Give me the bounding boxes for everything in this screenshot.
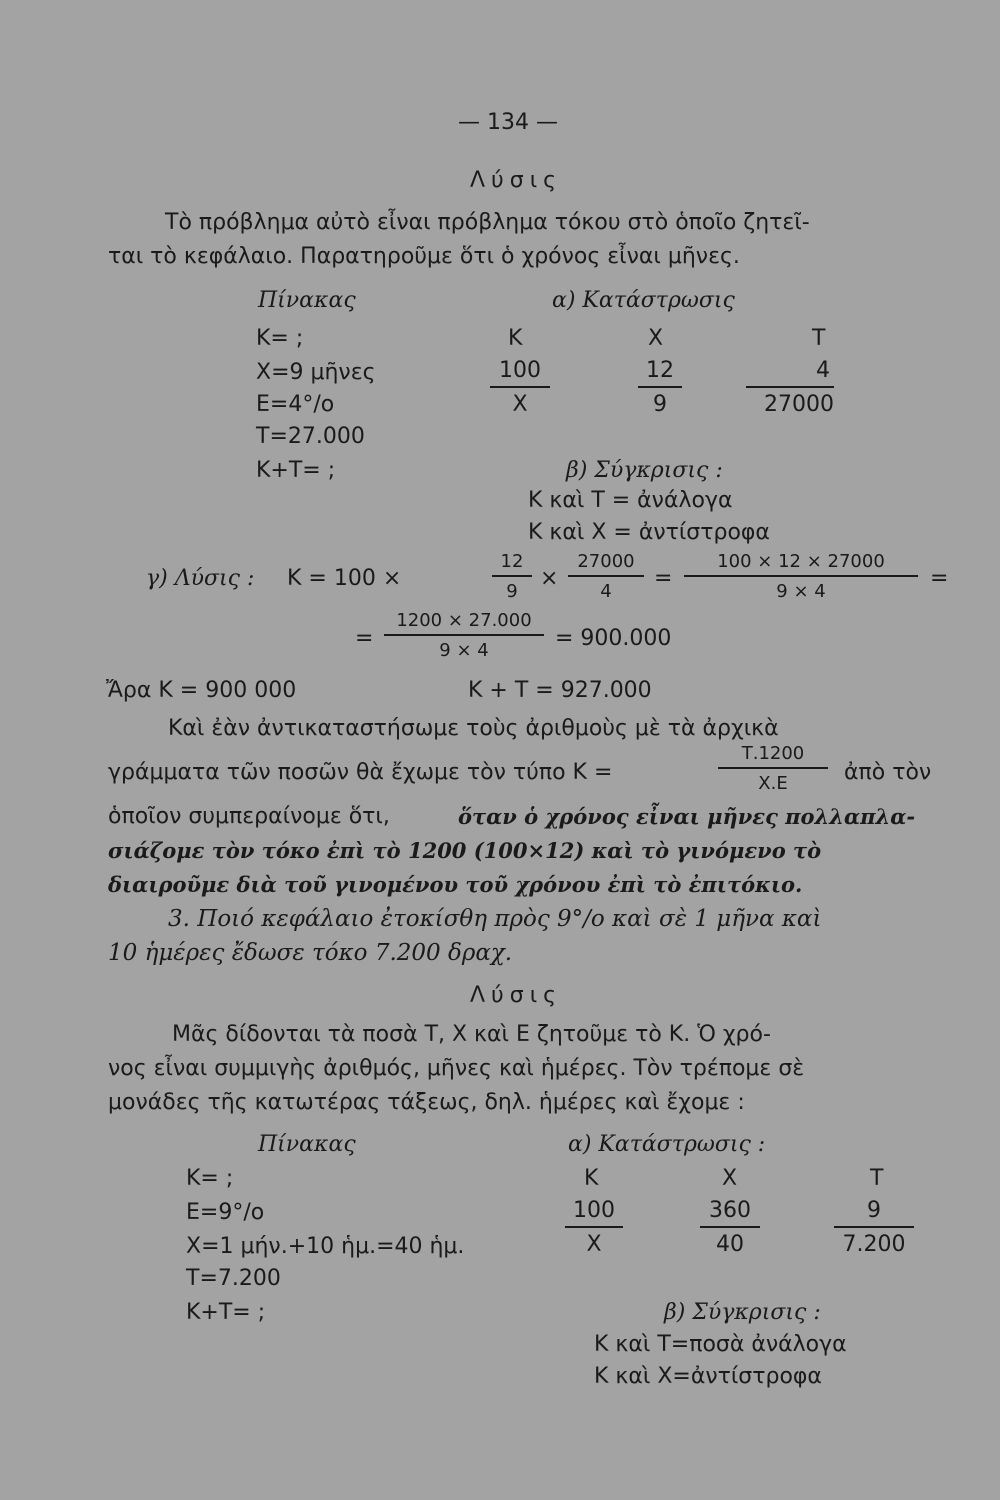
- column-header: Χ: [648, 326, 664, 351]
- problem-line: 10 ἡμέρες ἔδωσε τόκο 7.200 δραχ.: [108, 940, 513, 966]
- table-row: Τ=27.000: [256, 424, 365, 449]
- table-row: Κ= ;: [256, 326, 304, 351]
- comparison-line: Κ καὶ Τ=ποσὰ ἀνάλογα: [594, 1332, 847, 1357]
- equals-sign: =: [930, 566, 949, 591]
- table-title: Πίνακας: [258, 1132, 356, 1157]
- denominator: 4: [600, 581, 612, 602]
- table-row: Χ=1 μήν.+10 ἡμ.=40 ἡμ.: [186, 1234, 465, 1259]
- lysis-label: γ) Λύσις :: [146, 566, 255, 591]
- numerator: 1200 × 27.000: [384, 612, 544, 636]
- denominator: 9 × 4: [439, 640, 489, 661]
- denominator: 27000: [764, 392, 834, 417]
- equals-sign: =: [654, 566, 673, 591]
- denominator: Χ: [586, 1232, 602, 1257]
- comparison-line: Κ καὶ Χ=ἀντίστροφα: [594, 1364, 822, 1389]
- numerator: 4: [746, 360, 834, 388]
- paragraph-line: ται τὸ κεφάλαιο. Παρατηροῦμε ὅτι ὁ χρόνος εἶναι μῆνες.: [108, 244, 740, 269]
- table-row: Ε=4°/ο: [256, 392, 335, 417]
- katastrosis-title: α) Κατάστρωσις :: [568, 1132, 766, 1157]
- times-sign: ×: [540, 566, 559, 591]
- numerator: 12: [638, 360, 682, 388]
- fraction: [834, 1200, 914, 1256]
- sygkrisis-title: β) Σύγκρισις :: [566, 458, 723, 483]
- sygkrisis-title: β) Σύγκρισις :: [664, 1300, 821, 1325]
- fraction: [492, 553, 532, 601]
- numerator: 100 × 12 × 27000: [684, 553, 918, 577]
- denominator: 40: [716, 1232, 744, 1257]
- denominator: 9: [506, 581, 518, 602]
- column-header: Χ: [722, 1166, 738, 1191]
- comparison-line: Κ καὶ Χ = ἀντίστροφα: [528, 520, 770, 545]
- katastrosis-title: α) Κατάστρωσις: [552, 288, 735, 313]
- table-title: Πίνακας: [258, 288, 356, 313]
- fraction: [490, 360, 550, 416]
- solution-heading: Λύσις: [470, 168, 563, 193]
- fraction: [568, 553, 644, 601]
- numerator: Τ.1200: [718, 745, 828, 769]
- denominator: 9: [653, 392, 667, 417]
- table-row: Ε=9°/ο: [186, 1200, 265, 1225]
- numerator: 9: [834, 1200, 914, 1228]
- column-header: Κ: [584, 1166, 599, 1191]
- denominator: 9 × 4: [776, 581, 826, 602]
- table-row: Κ+Τ= ;: [256, 458, 336, 483]
- fraction: [684, 553, 918, 601]
- fraction: [700, 1200, 760, 1256]
- column-header: Τ: [870, 1166, 884, 1191]
- fraction: [384, 612, 544, 660]
- paragraph-line: ὁποῖον συμπεραίνομε ὅτι,: [108, 804, 390, 829]
- problem-line: 3. Ποιό κεφάλαιο ἐτοκίσθη πρὸς 9°/ο καὶ σὲ 1 μῆνα καὶ: [168, 906, 822, 932]
- table-row: Κ= ;: [186, 1166, 234, 1191]
- paragraph-line: Μᾶς δίδονται τὰ ποσὰ Τ, Χ καὶ Ε ζητοῦμε τὸ Κ. Ὁ χρό-: [172, 1022, 771, 1047]
- numerator: 27000: [568, 553, 644, 577]
- numerator: 12: [492, 553, 532, 577]
- equals-sign: =: [355, 626, 374, 651]
- paragraph-line: μονάδες τῆς κατωτέρας τάξεως, δηλ. ἡμέρες καὶ ἔχομε :: [108, 1090, 745, 1115]
- paragraph-line: γράμματα τῶν ποσῶν θὰ ἔχωμε τὸν τύπο Κ =: [108, 760, 613, 785]
- fraction: [638, 360, 682, 416]
- denominator: Χ.Ε: [758, 773, 788, 794]
- column-header: Τ: [812, 326, 826, 351]
- numerator: 100: [565, 1200, 623, 1228]
- numerator: 360: [700, 1200, 760, 1228]
- fraction: [746, 360, 834, 416]
- column-header: Κ: [508, 326, 523, 351]
- denominator: 7.200: [842, 1232, 906, 1257]
- table-row: Κ+Τ= ;: [186, 1300, 266, 1325]
- paragraph-line: Καὶ ἐὰν ἀντικαταστήσωμε τοὺς ἀριθμοὺς μὲ τὰ ἀρχικὰ: [168, 716, 779, 741]
- emphasis-line: σιάζομε τὸν τόκο ἐπὶ τὸ 1200 (100×12) καὶ τὸ γινόμενο τὸ: [108, 838, 822, 863]
- fraction: [565, 1200, 623, 1256]
- emphasis-line: ὅταν ὁ χρόνος εἶναι μῆνες πολλαπλα-: [458, 804, 916, 829]
- formula-term: Κ = 100 ×: [287, 566, 402, 591]
- emphasis-line: διαιροῦμε διὰ τοῦ γινομένου τοῦ χρόνου ἐπὶ τὸ ἐπιτόκιο.: [108, 872, 803, 897]
- result-kt: Κ + Τ = 927.000: [468, 678, 652, 703]
- page-number: — 134 —: [458, 110, 558, 135]
- fraction: [718, 745, 828, 793]
- table-row: Χ=9 μῆνες: [256, 360, 376, 385]
- paragraph-line: ἀπὸ τὸν: [844, 760, 932, 785]
- formula-result: = 900.000: [555, 626, 672, 651]
- denominator: Χ: [512, 392, 528, 417]
- paragraph-line: νος εἶναι συμμιγὴς ἀριθμός, μῆνες καὶ ἡμέρες. Τὸν τρέπομε σὲ: [108, 1056, 805, 1081]
- paragraph-line: Τὸ πρόβλημα αὐτὸ εἶναι πρόβλημα τόκου στὸ ὁποῖο ζητεῖ-: [165, 210, 810, 235]
- solution-heading: Λύσις: [470, 983, 563, 1008]
- numerator: 100: [490, 360, 550, 388]
- comparison-line: Κ καὶ Τ = ἀνάλογα: [528, 488, 733, 513]
- result-k: Ἄρα Κ = 900 000: [106, 678, 297, 703]
- table-row: Τ=7.200: [186, 1266, 281, 1291]
